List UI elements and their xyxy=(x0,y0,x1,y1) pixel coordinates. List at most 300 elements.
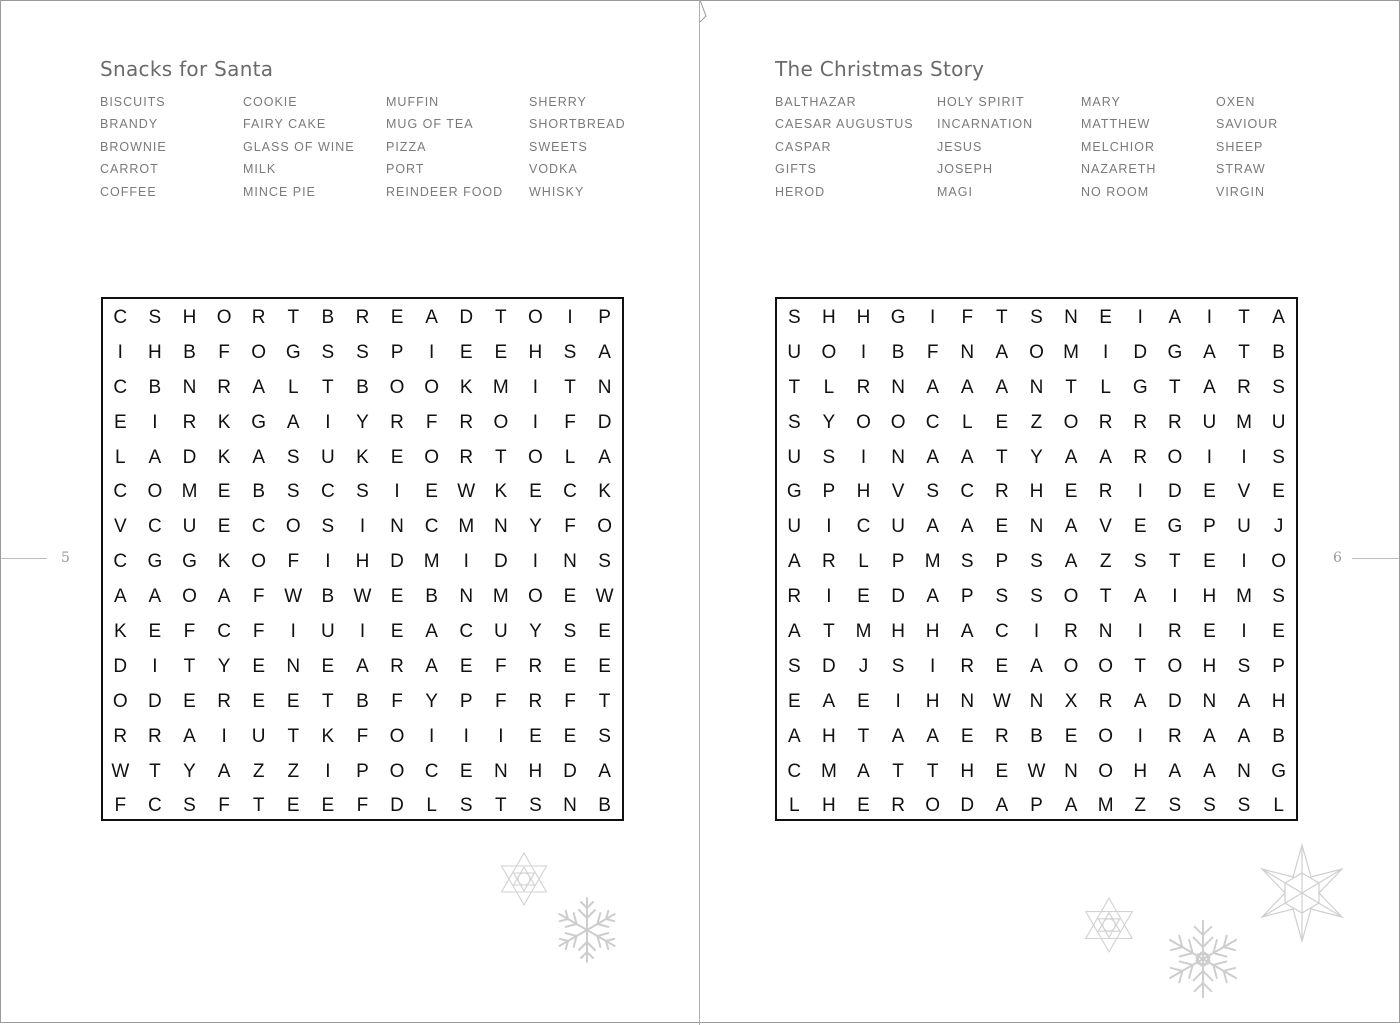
grid-letter: T xyxy=(495,307,507,328)
grid-letter: E xyxy=(217,516,231,538)
grid-letter: E xyxy=(1133,516,1147,538)
grid-letter: A xyxy=(1133,586,1147,608)
grid-letter: C xyxy=(148,516,162,538)
grid-letter: G xyxy=(1167,341,1183,363)
grid-letter: H xyxy=(822,725,836,747)
grid-letter: T xyxy=(322,690,334,712)
grid-letter: T xyxy=(1065,376,1077,398)
grid-letter: O xyxy=(528,586,543,608)
grid-letter: B xyxy=(891,341,905,363)
grid-letter: H xyxy=(528,341,543,363)
grid-letter: D xyxy=(597,411,612,433)
grid-letter: E xyxy=(217,481,231,503)
grid-letter: U xyxy=(493,621,508,643)
word-list-item: JOSEPH xyxy=(937,162,994,177)
grid-letter: M xyxy=(458,516,475,538)
grid-letter: N xyxy=(459,586,474,608)
grid-letter: L xyxy=(287,376,299,398)
grid-letter: W xyxy=(1027,760,1046,782)
grid-letter: A xyxy=(217,760,231,782)
grid-letter: F xyxy=(564,411,576,433)
grid-letter: W xyxy=(353,586,372,608)
grid-letter: E xyxy=(286,795,300,817)
grid-letter: R xyxy=(960,655,975,677)
grid-letter: R xyxy=(1133,446,1148,468)
word-list-item: COFFEE xyxy=(100,184,157,199)
word-list-column xyxy=(529,93,626,205)
grid-letter: P xyxy=(390,341,404,363)
grid-letter: D xyxy=(1167,481,1182,503)
star-snowflake-icon xyxy=(1078,896,1140,954)
grid-letter: S xyxy=(286,446,300,468)
grid-letter: R xyxy=(1098,690,1113,712)
grid-letter: O xyxy=(389,376,405,398)
grid-letter: N xyxy=(493,760,508,782)
word-list-column xyxy=(1081,93,1156,205)
grid-letter: A xyxy=(1099,446,1112,468)
grid-letter: P xyxy=(960,586,974,608)
right-word-search-grid xyxy=(775,297,1298,821)
grid-letter: R xyxy=(994,725,1009,747)
grid-letter: S xyxy=(321,516,335,538)
grid-letter: R xyxy=(1064,621,1078,643)
word-list-item: HEROD xyxy=(775,184,826,199)
right-page-number: 6 xyxy=(1333,550,1342,566)
grid-letter: I xyxy=(221,725,227,747)
grid-letter: A xyxy=(1064,795,1078,817)
grid-letter: O xyxy=(890,411,906,433)
grid-letter: T xyxy=(252,795,265,817)
grid-letter: F xyxy=(495,655,507,677)
grid-letter: M xyxy=(924,551,941,573)
grid-letter: Y xyxy=(822,411,836,433)
grid-letter: A xyxy=(857,760,870,782)
grid-letter: H xyxy=(528,760,543,782)
grid-letter: A xyxy=(148,586,162,608)
grid-letter: H xyxy=(1271,690,1286,712)
grid-letter: S xyxy=(321,341,335,363)
grid-letter: S xyxy=(1237,655,1251,677)
grid-letter: A xyxy=(148,446,162,468)
grid-letter: M xyxy=(820,760,837,782)
grid-letter: D xyxy=(459,307,474,328)
word-list-item: JESUS xyxy=(937,139,983,154)
grid-letter: E xyxy=(529,725,542,747)
grid-letter: O xyxy=(1167,655,1183,677)
grid-letter: I xyxy=(498,725,504,747)
grid-letter: E xyxy=(1272,481,1285,503)
grid-letter: O xyxy=(1063,655,1079,677)
grid-letter: I xyxy=(325,411,331,433)
grid-letter: S xyxy=(356,481,369,503)
grid-letter: I xyxy=(290,621,296,643)
grid-letter: T xyxy=(1238,341,1250,363)
grid-letter: K xyxy=(113,621,127,643)
grid-letter: A xyxy=(183,725,196,747)
star-snowflake-icon xyxy=(1254,843,1350,943)
grid-letter: D xyxy=(1167,690,1182,712)
grid-letter: I xyxy=(152,655,158,677)
grid-letter: U xyxy=(891,516,905,538)
grid-letter: S xyxy=(960,551,974,573)
grid-letter: T xyxy=(322,376,334,398)
grid-letter: M xyxy=(423,551,440,573)
grid-letter: G xyxy=(890,307,906,328)
grid-letter: I xyxy=(860,446,867,468)
grid-letter: H xyxy=(1202,655,1217,677)
grid-letter: S xyxy=(787,655,801,677)
grid-letter: E xyxy=(995,516,1009,538)
grid-row xyxy=(103,404,622,439)
grid-letter: M xyxy=(492,586,509,608)
grid-letter: E xyxy=(529,481,542,503)
grid-letter: D xyxy=(1133,341,1148,363)
grid-letter: R xyxy=(390,411,404,433)
word-list-item: CASPAR xyxy=(775,139,832,154)
word-list-item: MILK xyxy=(243,162,277,177)
grid-letter: N xyxy=(493,516,508,538)
grid-letter: F xyxy=(287,551,300,573)
grid-letter: R xyxy=(1167,725,1182,747)
left-word-search-grid xyxy=(101,297,624,821)
grid-letter: O xyxy=(424,446,440,468)
grid-letter: A xyxy=(217,586,231,608)
grid-letter: I xyxy=(826,516,832,538)
grid-letter: T xyxy=(1169,551,1181,573)
right-page-rule xyxy=(1352,558,1399,559)
grid-letter: L xyxy=(1273,795,1284,817)
left-page-rule xyxy=(1,558,47,559)
grid-letter: T xyxy=(564,376,576,398)
grid-letter: C xyxy=(925,411,940,433)
grid-row xyxy=(777,369,1296,404)
word-list-item: FAIRY CAKE xyxy=(243,117,327,132)
word-list-item: BALTHAZAR xyxy=(775,95,857,109)
grid-letter: I xyxy=(826,586,832,608)
grid-letter: A xyxy=(113,586,127,608)
grid-letter: C xyxy=(424,516,439,538)
grid-letter: C xyxy=(787,760,802,782)
grid-letter: I xyxy=(325,551,331,573)
grid-letter: W xyxy=(992,690,1011,712)
grid-letter: A xyxy=(1272,307,1285,328)
grid-letter: H xyxy=(960,760,975,782)
word-list-item: VIRGIN xyxy=(1216,184,1266,199)
grid-letter: I xyxy=(359,516,366,538)
grid-letter: W xyxy=(595,586,614,608)
grid-letter: U xyxy=(1237,516,1251,538)
grid-letter: S xyxy=(148,307,162,328)
grid-letter: I xyxy=(394,481,400,503)
grid-letter: A xyxy=(995,341,1009,363)
word-list-item: MARY xyxy=(1081,95,1121,109)
grid-letter: Y xyxy=(356,411,369,433)
grid-row xyxy=(777,299,1296,334)
grid-letter: E xyxy=(563,725,577,747)
grid-letter: A xyxy=(252,446,266,468)
grid-letter: C xyxy=(424,760,439,782)
grid-letter: R xyxy=(390,655,404,677)
grid-letter: S xyxy=(1168,795,1182,817)
grid-letter: E xyxy=(286,690,300,712)
grid-letter: A xyxy=(960,376,974,398)
grid-letter: B xyxy=(148,376,162,398)
grid-letter: C xyxy=(113,551,128,573)
grid-letter: O xyxy=(182,586,197,608)
word-list-column xyxy=(386,93,503,205)
word-list-item: BROWNIE xyxy=(100,139,167,154)
grid-letter: N xyxy=(1029,516,1044,538)
grid-row xyxy=(103,508,622,543)
right-page xyxy=(700,0,1400,1023)
grid-letter: Y xyxy=(425,690,438,712)
grid-letter: B xyxy=(1030,725,1043,747)
grid-letter: I xyxy=(895,690,901,712)
grid-letter: H xyxy=(355,551,370,573)
grid-letter: B xyxy=(598,795,611,817)
grid-letter: N xyxy=(563,551,577,573)
grid-letter: A xyxy=(252,376,266,398)
grid-letter: R xyxy=(459,446,474,468)
grid-letter: E xyxy=(1203,621,1216,643)
grid-letter: G xyxy=(1132,376,1148,398)
grid-letter: H xyxy=(148,341,162,363)
grid-row xyxy=(777,334,1296,369)
grid-letter: B xyxy=(252,481,266,503)
grid-letter: A xyxy=(286,411,300,433)
grid-letter: S xyxy=(563,341,577,363)
grid-letter: E xyxy=(321,795,335,817)
grid-letter: O xyxy=(147,481,163,503)
grid-letter: T xyxy=(788,376,801,398)
grid-letter: B xyxy=(321,307,335,328)
grid-letter: H xyxy=(822,795,836,817)
grid-letter: O xyxy=(1271,551,1286,573)
left-page-title: Snacks for Santa xyxy=(100,57,274,81)
grid-letter: N xyxy=(1237,760,1251,782)
grid-row xyxy=(777,404,1296,439)
grid-letter: C xyxy=(113,481,128,503)
grid-letter: E xyxy=(425,481,438,503)
grid-letter: T xyxy=(857,725,870,747)
grid-letter: A xyxy=(787,621,801,643)
grid-letter: V xyxy=(891,481,905,503)
grid-letter: A xyxy=(822,690,836,712)
grid-letter: E xyxy=(857,795,870,817)
grid-letter: P xyxy=(995,551,1009,573)
grid-letter: A xyxy=(1203,341,1216,363)
snowflake-icon xyxy=(551,894,623,966)
grid-letter: I xyxy=(532,376,539,398)
word-list-item: MAGI xyxy=(937,184,973,199)
grid-letter: D xyxy=(891,586,905,608)
grid-letter: R xyxy=(1133,411,1148,433)
grid-letter: I xyxy=(532,551,539,573)
grid-letter: S xyxy=(286,481,300,503)
grid-row xyxy=(103,473,622,508)
grid-row xyxy=(103,648,622,683)
grid-letter: N xyxy=(960,690,975,712)
grid-letter: L xyxy=(961,411,973,433)
grid-letter: H xyxy=(1133,760,1148,782)
grid-letter: O xyxy=(493,411,509,433)
grid-letter: P xyxy=(1030,795,1043,817)
grid-row xyxy=(103,439,622,474)
grid-letter: A xyxy=(787,725,801,747)
grid-letter: W xyxy=(111,760,130,782)
grid-letter: E xyxy=(459,760,473,782)
grid-letter: L xyxy=(789,795,800,817)
grid-letter: S xyxy=(1133,551,1147,573)
grid-letter: N xyxy=(1029,690,1044,712)
grid-letter: K xyxy=(217,551,231,573)
grid-letter: G xyxy=(147,551,163,573)
grid-letter: H xyxy=(925,690,940,712)
grid-letter: L xyxy=(858,551,869,573)
grid-letter: Y xyxy=(217,655,231,677)
grid-letter: A xyxy=(926,725,940,747)
grid-letter: T xyxy=(183,655,196,677)
grid-letter: I xyxy=(429,341,435,363)
grid-letter: Z xyxy=(252,760,265,782)
grid-letter: O xyxy=(251,551,267,573)
grid-row xyxy=(777,718,1296,753)
grid-letter: U xyxy=(251,725,266,747)
grid-letter: F xyxy=(564,690,576,712)
grid-letter: F xyxy=(961,307,974,328)
grid-letter: A xyxy=(598,760,611,782)
grid-letter: I xyxy=(860,341,867,363)
grid-letter: N xyxy=(1098,621,1113,643)
grid-letter: I xyxy=(1137,725,1143,747)
grid-letter: A xyxy=(995,795,1009,817)
grid-row xyxy=(777,439,1296,474)
grid-letter: E xyxy=(1099,307,1112,328)
grid-letter: B xyxy=(1272,341,1285,363)
word-list-item: MINCE PIE xyxy=(243,184,316,199)
grid-letter: R xyxy=(182,411,197,433)
grid-letter: K xyxy=(321,725,335,747)
grid-letter: R xyxy=(148,725,162,747)
grid-letter: N xyxy=(563,795,577,817)
grid-letter: L xyxy=(1100,376,1111,398)
grid-letter: E xyxy=(598,655,611,677)
grid-letter: S xyxy=(529,795,542,817)
grid-letter: I xyxy=(1137,621,1143,643)
grid-letter: S xyxy=(822,446,836,468)
grid-letter: O xyxy=(389,725,405,747)
word-list-item: MUG OF TEA xyxy=(386,117,474,132)
grid-letter: B xyxy=(321,586,335,608)
grid-letter: A xyxy=(926,446,940,468)
grid-letter: F xyxy=(356,725,369,747)
grid-letter: S xyxy=(1272,586,1285,608)
grid-letter: T xyxy=(1238,307,1250,328)
grid-letter: P xyxy=(1272,655,1285,677)
grid-letter: A xyxy=(995,376,1009,398)
grid-letter: I xyxy=(1241,551,1247,573)
grid-letter: O xyxy=(528,446,543,468)
grid-letter: S xyxy=(1203,795,1216,817)
word-list-item: WHISKY xyxy=(529,184,585,199)
grid-letter: N xyxy=(286,655,301,677)
grid-letter: S xyxy=(598,725,611,747)
grid-letter: A xyxy=(787,551,801,573)
grid-letter: I xyxy=(930,655,936,677)
grid-letter: E xyxy=(995,411,1009,433)
grid-letter: E xyxy=(960,725,974,747)
grid-letter: O xyxy=(597,516,612,538)
grid-letter: S xyxy=(1272,446,1285,468)
grid-row xyxy=(777,578,1296,613)
grid-letter: I xyxy=(463,551,469,573)
grid-letter: T xyxy=(892,760,904,782)
grid-letter: S xyxy=(1272,376,1285,398)
grid-letter: C xyxy=(113,376,128,398)
grid-letter: S xyxy=(1030,307,1043,328)
grid-letter: A xyxy=(926,586,940,608)
grid-letter: A xyxy=(1237,690,1251,712)
grid-letter: T xyxy=(287,307,300,328)
grid-letter: C xyxy=(113,307,128,328)
word-list-item: MATTHEW xyxy=(1081,117,1151,132)
grid-letter: F xyxy=(391,690,403,712)
grid-letter: F xyxy=(425,411,438,433)
word-list-column xyxy=(775,93,914,205)
grid-row xyxy=(103,299,622,334)
grid-letter: M xyxy=(1236,411,1252,433)
word-list-item: OXEN xyxy=(1216,95,1256,109)
grid-letter: R xyxy=(251,307,266,328)
grid-letter: G xyxy=(285,341,301,363)
grid-letter: H xyxy=(1029,481,1044,503)
grid-letter: U xyxy=(787,446,802,468)
word-list-item: BRANDY xyxy=(100,117,159,132)
grid-letter: T xyxy=(996,307,1008,328)
grid-letter: U xyxy=(787,341,802,363)
grid-letter: A xyxy=(598,446,611,468)
grid-letter: R xyxy=(217,376,231,398)
grid-letter: R xyxy=(113,725,128,747)
grid-letter: N xyxy=(891,446,905,468)
grid-letter: H xyxy=(856,307,871,328)
grid-letter: E xyxy=(183,690,196,712)
grid-letter: O xyxy=(1098,725,1114,747)
grid-letter: E xyxy=(598,621,611,643)
grid-letter: D xyxy=(563,760,577,782)
grid-letter: T xyxy=(926,760,939,782)
grid-letter: P xyxy=(598,307,611,328)
grid-letter: T xyxy=(1169,376,1181,398)
grid-letter: C xyxy=(217,621,231,643)
grid-letter: F xyxy=(926,341,939,363)
grid-letter: R xyxy=(994,481,1009,503)
grid-letter: R xyxy=(787,586,802,608)
word-list-item: SWEETS xyxy=(529,139,588,154)
grid-letter: E xyxy=(1203,551,1216,573)
star-snowflake-icon xyxy=(494,851,554,907)
grid-letter: F xyxy=(218,795,230,817)
grid-letter: A xyxy=(425,307,438,328)
grid-letter: Z xyxy=(1134,795,1147,817)
grid-letter: R xyxy=(1098,481,1113,503)
grid-letter: E xyxy=(459,341,473,363)
grid-letter: T xyxy=(1134,655,1147,677)
grid-letter: K xyxy=(217,446,231,468)
grid-letter: U xyxy=(1202,411,1217,433)
word-list-item: BISCUITS xyxy=(100,95,166,109)
grid-letter: E xyxy=(494,341,508,363)
